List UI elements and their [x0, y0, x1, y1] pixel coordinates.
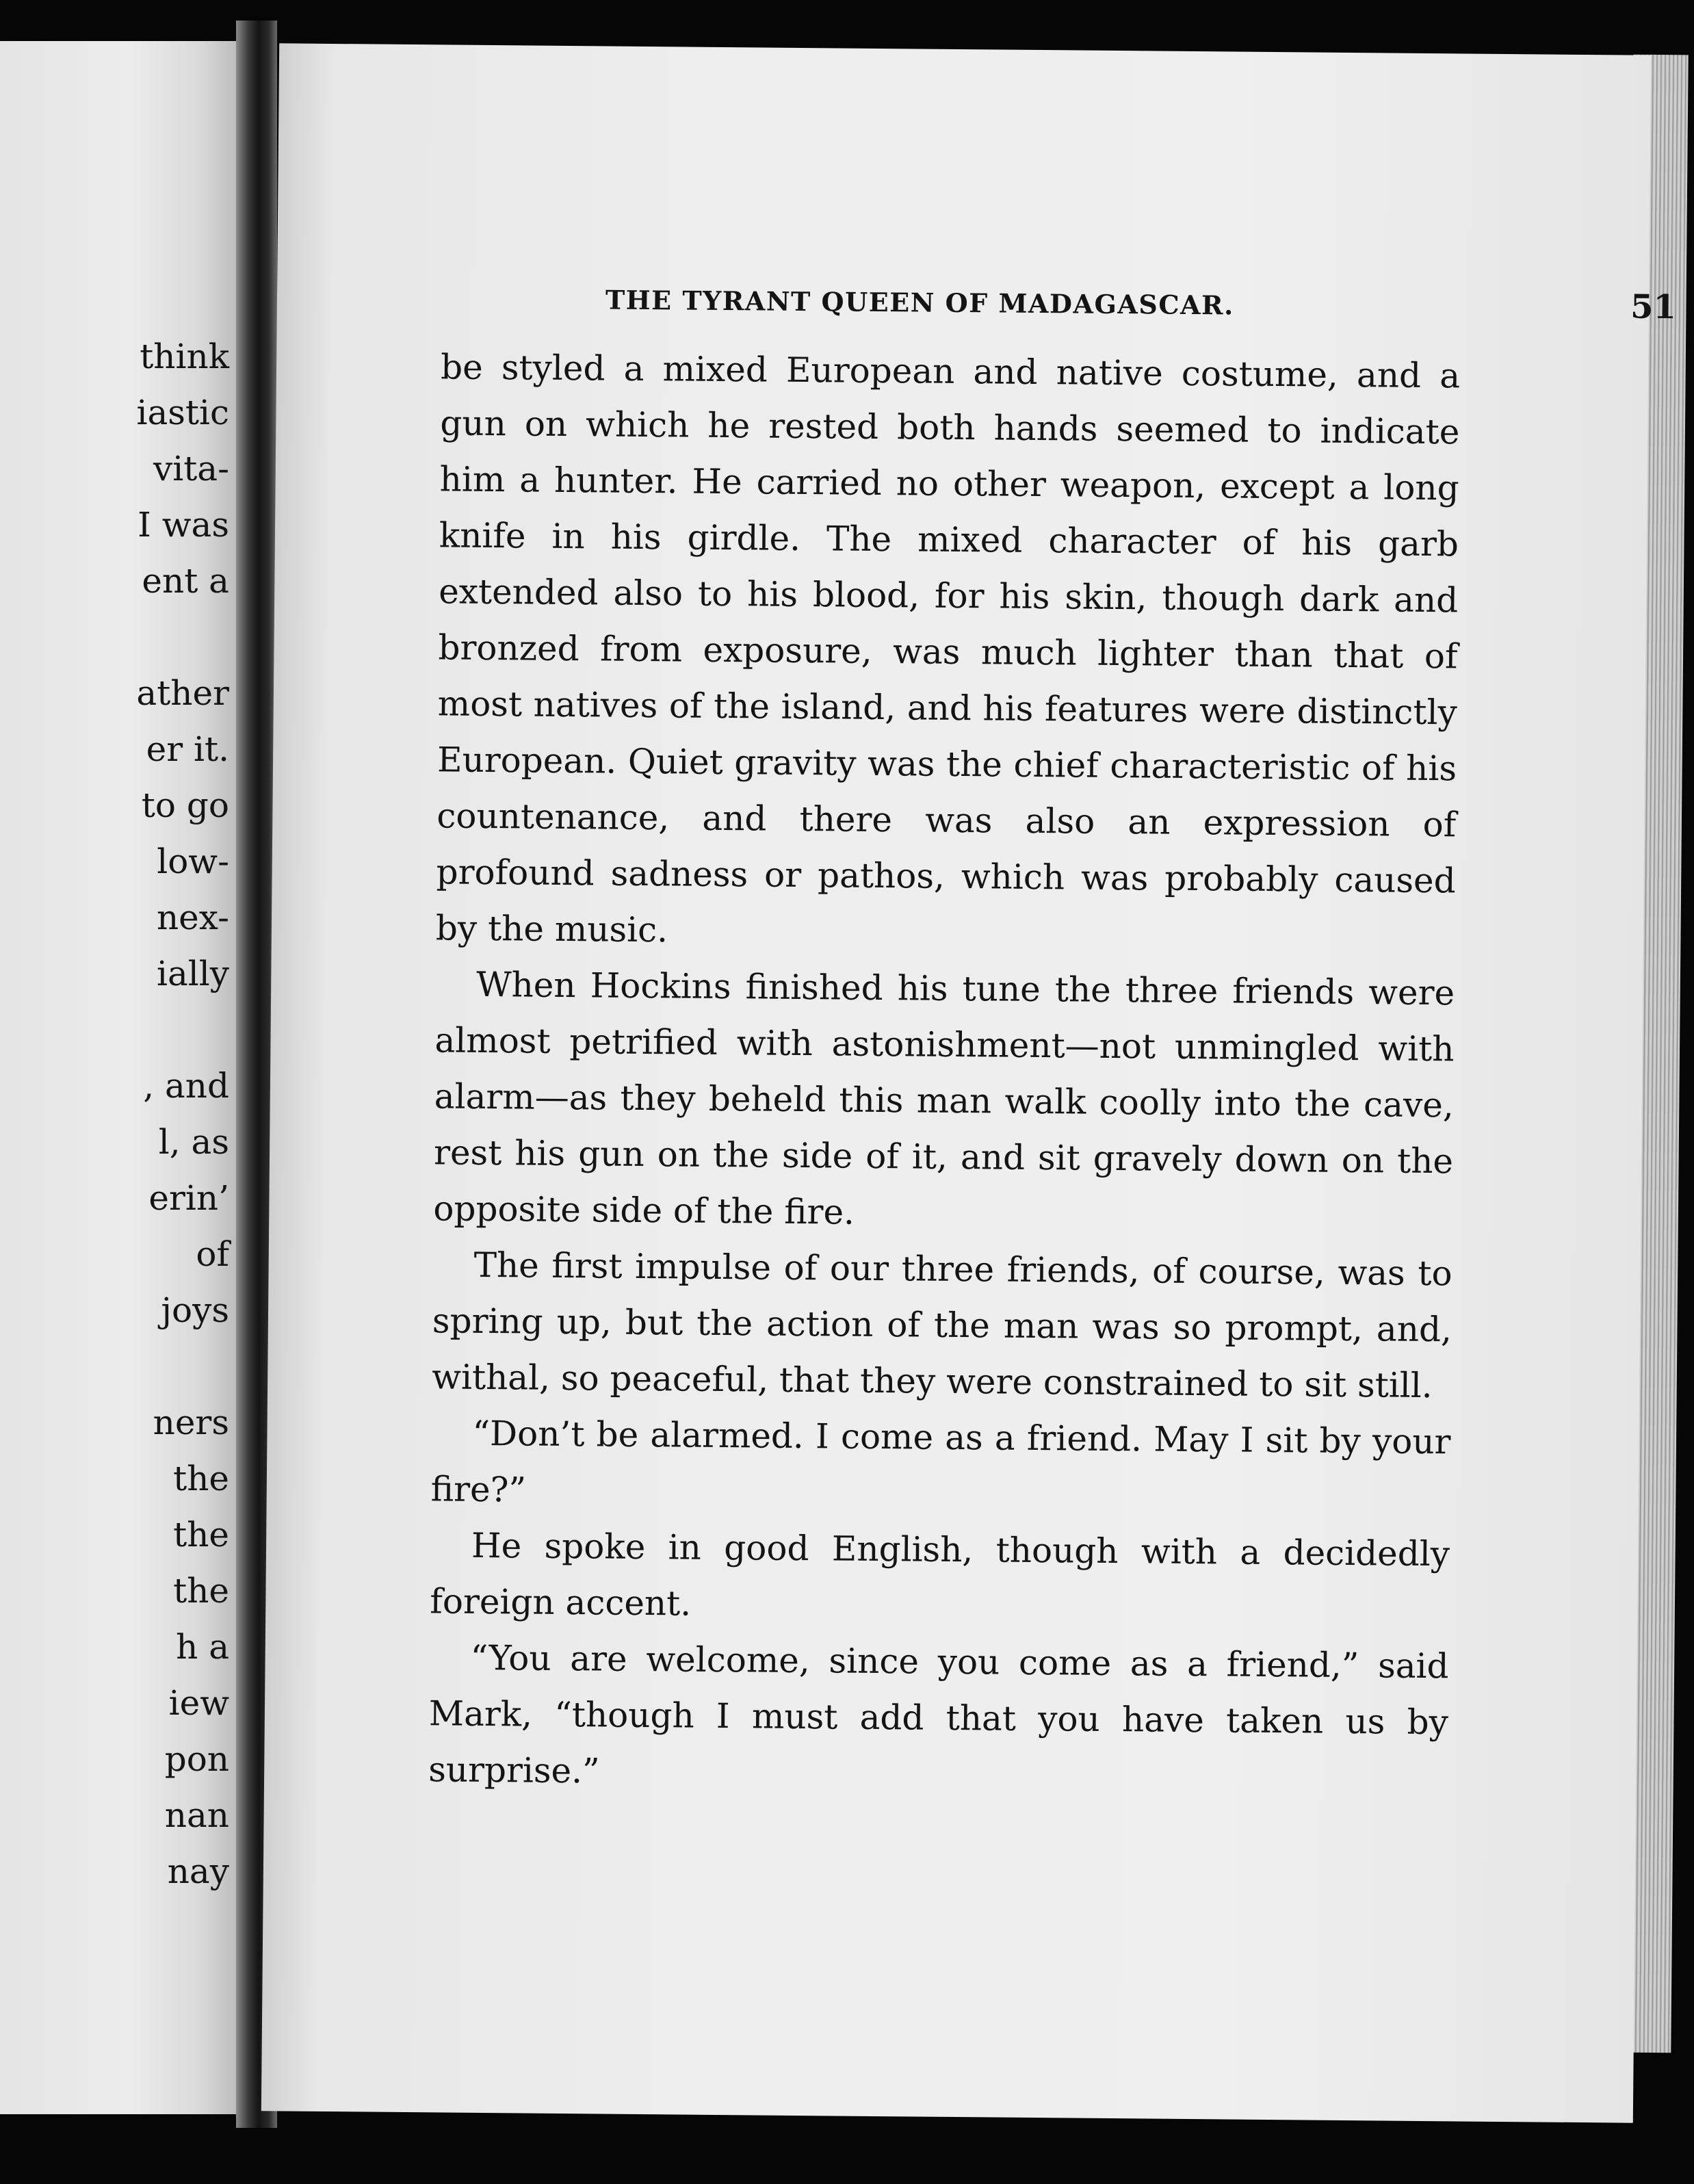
left-line: iastic	[136, 393, 229, 432]
left-line: joys	[161, 1290, 229, 1330]
left-line: ners	[153, 1403, 229, 1442]
left-line: the	[173, 1459, 229, 1498]
running-head-title: THE TYRANT QUEEN OF MADAGASCAR.	[605, 284, 1235, 321]
left-line: nan	[164, 1795, 229, 1835]
left-line: erin’	[148, 1178, 229, 1218]
paragraph: He spoke in good English, though with a decidedly foreign accent.	[430, 1525, 1450, 1624]
paragraph: be styled a mixed European and native costume, and a gun on which he rested both hands seemed to indicate him a hunter. He carried no other weapon, except a long knife in his girdle. The mixed character of his garb extended also to his blood, for his skin, though dark and bronzed from exposure, was much lighter than that of most natives of the island, and his features were distinctly European. Quiet gravity was the chief characteristic of his countenance, and there was also an expression of profound sadness or pathos, which was probably caused by the music.	[435, 347, 1461, 950]
paragraph: “Don’t be alarmed. I come as a friend. May I sit by your fire?”	[430, 1413, 1451, 1510]
left-line: ent a	[142, 561, 229, 601]
paragraph: “You are welcome, since you come as a friend,” said Mark, “though I must add that you have taken us by surprise.”	[428, 1637, 1449, 1791]
page-number: 51	[1630, 287, 1677, 327]
running-head	[605, 278, 1676, 326]
left-line: low-	[157, 842, 229, 881]
left-line: the	[173, 1515, 229, 1555]
left-line: nex-	[156, 898, 229, 937]
paragraph: The first impulse of our three friends, of course, was to spring up, but the action of the man was so prompt, and, withal, so peaceful, that they were constrained to sit still.	[431, 1245, 1452, 1406]
left-line	[136, 1338, 229, 1394]
left-line: pon	[164, 1739, 229, 1779]
left-line: h a	[176, 1627, 229, 1667]
body-text	[428, 339, 1461, 1806]
left-line: of	[196, 1234, 229, 1274]
left-line	[136, 1002, 229, 1058]
left-line: I was	[138, 505, 229, 545]
left-line: think	[140, 337, 229, 376]
paragraph: When Hockins finished his tune the three friends were almost petrified with astonishment—not unmingled with alarm—as they beheld this man walk coolly into the cave, rest his gun on the side of it, and sit gravely down on the opposite side of the fire.	[433, 964, 1455, 1232]
left-line: nay	[167, 1851, 229, 1891]
left-line: iew	[168, 1683, 229, 1723]
left-page-text-fragments	[136, 328, 229, 1899]
left-line: ather	[136, 673, 229, 713]
left-line: the	[173, 1571, 229, 1611]
left-page	[0, 41, 236, 2114]
left-line: , and	[143, 1066, 229, 1106]
left-line: l, as	[158, 1122, 229, 1162]
left-line: ially	[156, 954, 229, 993]
left-line: to go	[141, 785, 229, 825]
left-line: vita-	[153, 449, 229, 489]
right-page	[261, 43, 1677, 2122]
left-line	[136, 609, 229, 665]
left-line: er it.	[146, 729, 229, 769]
